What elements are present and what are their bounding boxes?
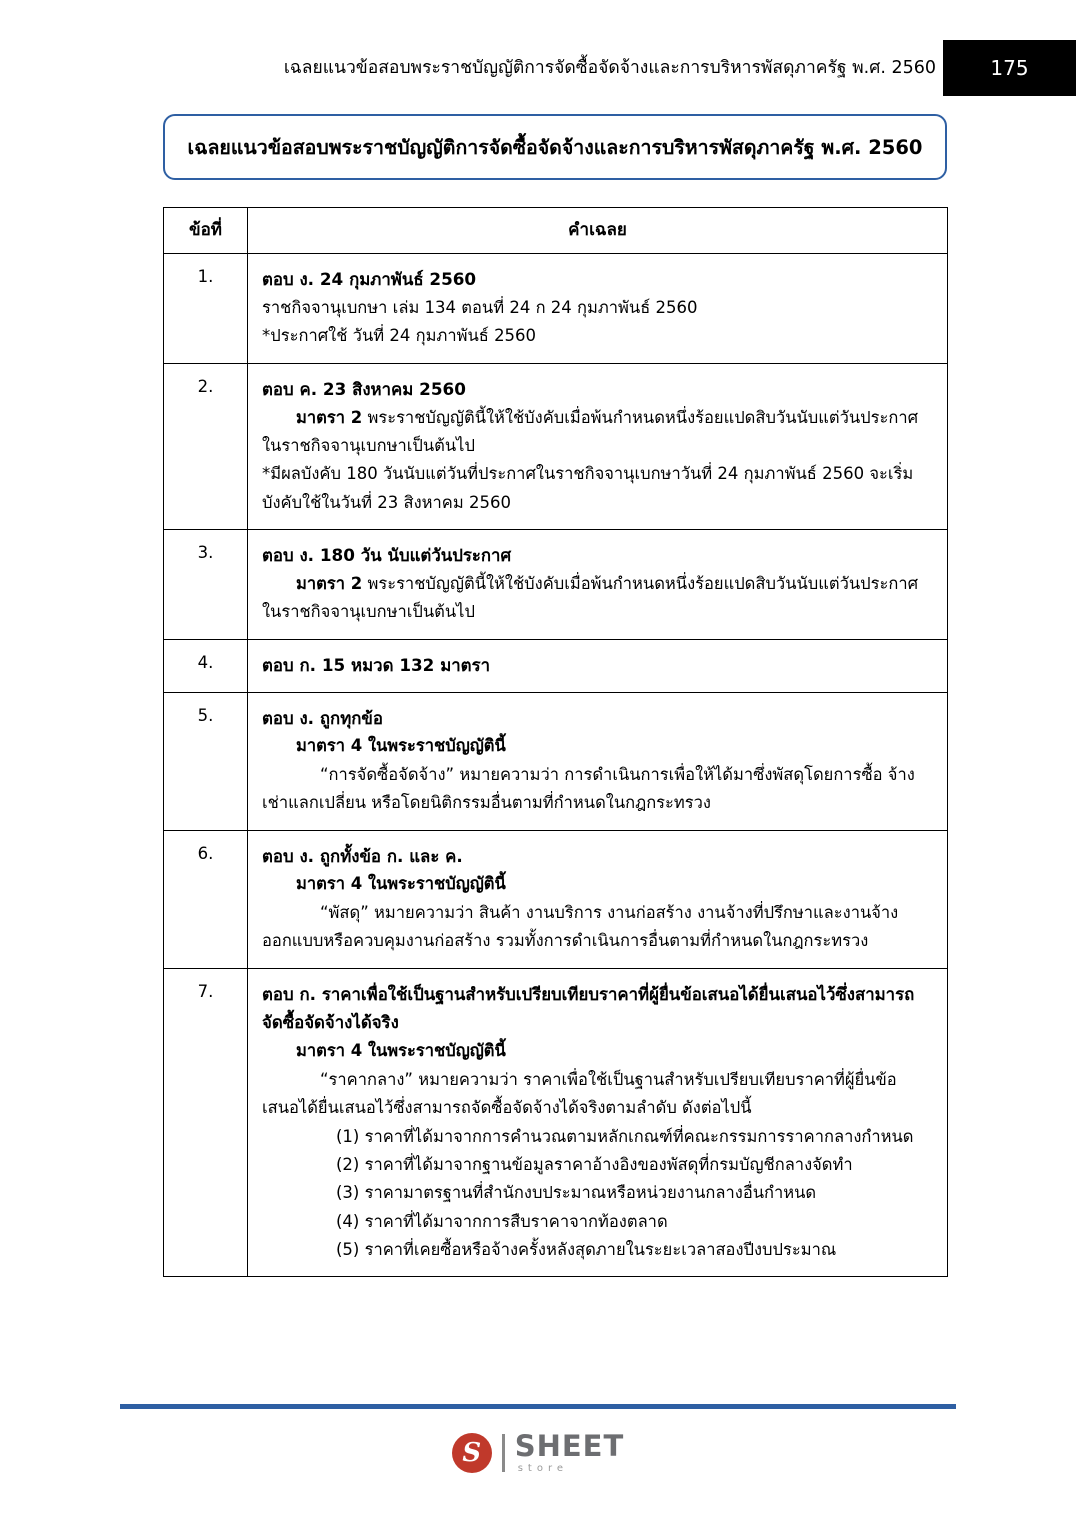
answer-heading: ตอบ ก. ราคาเพื่อใช้เป็นฐานสำหรับเปรียบเทียบราคาที่ผู้ยื่นข้อเสนอได้ยื่นเสนอไว้ซึ่งสามารถจัดซื้อจัดจ้างได้จริง [262,983,915,1033]
table-row [164,692,948,830]
numbered-subitem: (3) ราคามาตรฐานที่สำนักงบประมาณหรือหน่วยงานกลางอื่นกำหนด [336,1183,817,1203]
answer-heading: ตอบ ง. 24 กุมภาพันธ์ 2560 [262,269,477,289]
table-row [164,254,948,364]
table-row [164,530,948,640]
row-answer [248,830,948,968]
row-number: 5. [164,692,248,830]
table-body [164,254,948,1277]
running-header-title: เฉลยแนวข้อสอบพระราชบัญญัติการจัดซื้อจัดจ้างและการบริหารพัสดุภาครัฐ พ.ศ. 2560 [283,58,936,78]
section-reference: มาตรา 4 ในพระราชบัญญัตินี้ [296,874,506,894]
column-header-number: ข้อที่ [164,208,248,254]
footer-logo [0,1429,1076,1474]
row-answer [248,254,948,364]
row-number: 1. [164,254,248,364]
table-header-row [164,208,948,254]
document-title: เฉลยแนวข้อสอบพระราชบัญญัติการจัดซื้อจัดจ้างและการบริหารพัสดุภาครัฐ พ.ศ. 2560 [187,135,923,159]
numbered-subitem: (4) ราคาที่ได้มาจากการสืบราคาจากท้องตลาด [336,1211,668,1231]
footer-divider [120,1404,956,1409]
row-number: 7. [164,968,248,1277]
logo-subtitle: store [517,1463,569,1474]
row-number: 6. [164,830,248,968]
section-reference: มาตรา 2 [296,407,363,427]
row-answer [248,639,948,692]
definition-paragraph: “การจัดซื้อจัดจ้าง” หมายความว่า การดำเนินการเพื่อให้ได้มาซึ่งพัสดุโดยการซื้อ จ้าง เช่าแลกเปลี่ยน หรือโดยนิติกรรมอื่นตามที่กำหนดในกฎกระทรวง [262,764,915,813]
page-header [0,40,1076,96]
answer-heading: ตอบ ค. 23 สิงหาคม 2560 [262,378,466,399]
page-number: 175 [990,56,1029,80]
logo-divider [502,1434,505,1472]
logo-name: SHEET [514,1429,625,1463]
section-reference: มาตรา 4 ในพระราชบัญญัตินี้ [296,736,506,756]
answer-paragraph: ราชกิจจานุเบกษา เล่ม 134 ตอนที่ 24 ก 24 กุมภาพันธ์ 2560 [262,297,698,317]
answer-paragraph: *ประกาศใช้ วันที่ 24 กุมภาพันธ์ 2560 [262,326,537,346]
answer-heading: ตอบ ง. ถูกทั้งข้อ ก. และ ค. [262,845,463,866]
document-title-box [163,114,947,180]
answer-heading: ตอบ ง. 180 วัน นับแต่วันประกาศ [262,545,512,566]
answer-paragraph: มาตรา 2 พระราชบัญญัตินี้ให้ใช้บังคับเมื่อพ้นกำหนดหนึ่งร้อยแปดสิบวันนับแต่วันประกาศในราชกิจจานุเบกษาเป็นต้นไป [262,407,919,455]
row-answer [248,692,948,830]
numbered-subitem: (2) ราคาที่ได้มาจากฐานข้อมูลราคาอ้างอิงของพัสดุที่กรมบัญชีกลางจัดทำ [336,1154,853,1174]
answer-key-table [163,207,948,1277]
numbered-subitem: (5) ราคาที่เคยซื้อหรือจ้างครั้งหลังสุดภายในระยะเวลาสองปีงบประมาณ [336,1240,837,1259]
column-header-answer: คำเฉลย [248,208,948,254]
answer-paragraph: *มีผลบังคับ 180 วันนับแต่วันที่ประกาศในราชกิจจานุเบกษาวันที่ 24 กุมภาพันธ์ 2560 จะเริ่มบังคับใช้ในวันที่ 23 สิงหาคม 2560 [262,464,914,512]
table-row [164,830,948,968]
row-number: 2. [164,363,248,529]
row-answer [248,363,948,529]
logo-mark-icon: S [452,1433,492,1473]
logo-wordmark [514,1429,625,1474]
table-header [164,208,948,254]
row-number: 3. [164,530,248,640]
numbered-subitem: (1) ราคาที่ได้มาจากการคำนวณตามหลักเกณฑ์ที่คณะกรรมการราคากลางกำหนด [336,1126,914,1146]
table-row [164,968,948,1277]
definition-paragraph: “พัสดุ” หมายความว่า สินค้า งานบริการ งานก่อสร้าง งานจ้างที่ปรึกษาและงานจ้างออกแบบหรือควบคุมงานก่อสร้าง รวมทั้งการดำเนินการอื่นตามที่กำหนดในกฎกระทรวง [262,902,899,951]
section-reference: มาตรา 4 ในพระราชบัญญัตินี้ [296,1041,506,1061]
table-row [164,363,948,529]
section-reference: มาตรา 2 [296,573,363,593]
page-number-badge [943,40,1076,96]
answer-paragraph: มาตรา 2 พระราชบัญญัตินี้ให้ใช้บังคับเมื่อพ้นกำหนดหนึ่งร้อยแปดสิบวันนับแต่วันประกาศในราชกิจจานุเบกษาเป็นต้นไป [262,573,919,622]
row-answer [248,968,948,1277]
answer-heading: ตอบ ก. 15 หมวด 132 มาตรา [262,654,491,675]
table-row [164,639,948,692]
definition-paragraph: “ราคากลาง” หมายความว่า ราคาเพื่อใช้เป็นฐานสำหรับเปรียบเทียบราคาที่ผู้ยื่นข้อเสนอได้ยื่นเสนอไว้ซึ่งสามารถจัดซื้อจัดจ้างได้จริงตามลำดับ ดังต่อไปนี้ [262,1069,897,1118]
row-answer [248,530,948,640]
row-number: 4. [164,639,248,692]
answer-heading: ตอบ ง. ถูกทุกข้อ [262,707,383,728]
